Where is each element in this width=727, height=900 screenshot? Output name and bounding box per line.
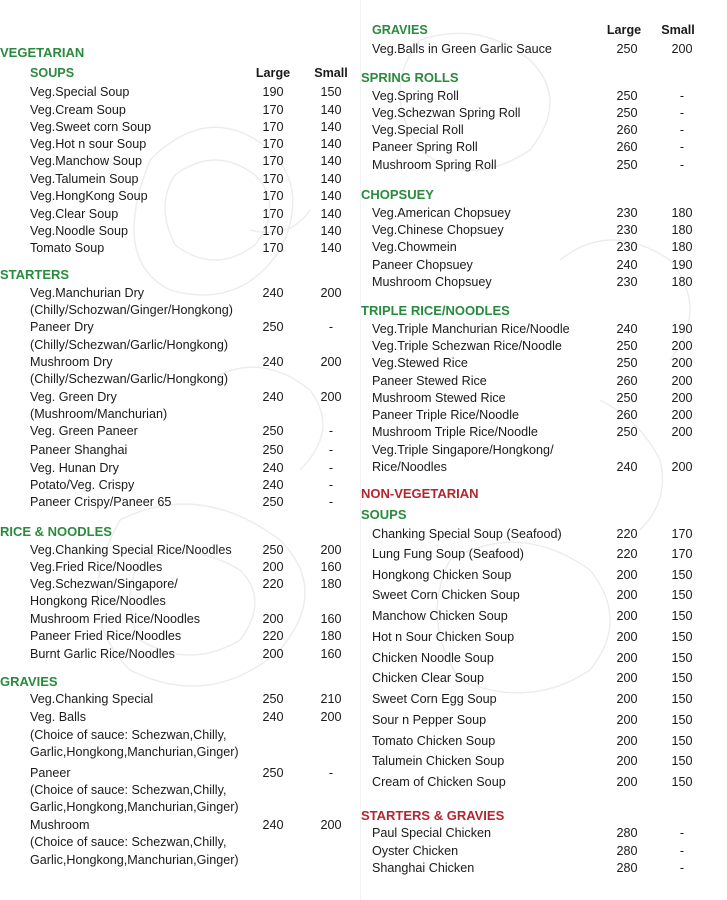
item-name: Garlic,Hongkong,Manchurian,Ginger): [30, 853, 239, 867]
menu-item: [361, 732, 727, 750]
price-small: 180: [320, 629, 342, 643]
item-name: Potato/Veg. Crispy: [30, 478, 135, 492]
menu-item: [0, 388, 360, 406]
price-small: -: [328, 443, 334, 457]
item-name: Veg.Schezwan/Singapore/: [30, 577, 178, 591]
price-large: 280: [616, 826, 638, 840]
item-name: Garlic,Hongkong,Manchurian,Ginger): [30, 800, 239, 814]
price-large: 240: [262, 818, 284, 832]
price-small: 160: [320, 612, 342, 626]
price-large: 250: [262, 543, 284, 557]
section-title: SOUPS: [30, 66, 75, 80]
item-name: Cream of Chicken Soup: [372, 775, 506, 789]
price-large: 200: [616, 692, 638, 706]
item-name: Sweet Corn Egg Soup: [372, 692, 497, 706]
price-small: 150: [671, 588, 693, 602]
item-name: Veg. Green Paneer: [30, 424, 138, 438]
price-large: 170: [262, 189, 284, 203]
menu-item: [0, 441, 360, 459]
menu-item: [0, 558, 360, 576]
menu-item: [361, 752, 727, 770]
price-large: 260: [616, 374, 638, 388]
price-large: 200: [616, 734, 638, 748]
item-name: Lung Fung Soup (Seafood): [372, 547, 524, 561]
price-small: 160: [320, 647, 342, 661]
price-large: 200: [616, 713, 638, 727]
menu-item: [0, 690, 360, 708]
item-name: Veg.Balls in Green Garlic Sauce: [372, 42, 552, 56]
price-small: 190: [671, 258, 693, 272]
price-small: 140: [320, 137, 342, 151]
menu-item: [0, 575, 360, 593]
price-small: 140: [320, 189, 342, 203]
item-note: [0, 405, 360, 423]
item-name: Veg.Special Roll: [372, 123, 464, 137]
menu-item: [0, 83, 360, 101]
price-small: 150: [671, 713, 693, 727]
price-small: 150: [671, 692, 693, 706]
item-name: Rice/Noodles: [372, 460, 447, 474]
item-note: [0, 743, 360, 761]
menu-item: [0, 205, 360, 223]
menu-item: [0, 353, 360, 371]
item-name: Tomato Chicken Soup: [372, 734, 496, 748]
item-name: Veg.Schezwan Spring Roll: [372, 106, 521, 120]
menu-item: [0, 422, 360, 440]
price-small: -: [679, 89, 685, 103]
price-small: 140: [320, 241, 342, 255]
item-name: Paneer Shanghai: [30, 443, 128, 457]
menu-item: [0, 476, 360, 494]
menu-item: [361, 669, 727, 687]
item-note: [0, 781, 360, 799]
item-name: Veg.Cream Soup: [30, 103, 126, 117]
menu-item: [361, 566, 727, 584]
menu-item: [361, 859, 727, 877]
menu-item: [361, 389, 727, 407]
price-small: 200: [671, 391, 693, 405]
menu-item: [361, 372, 727, 390]
price-large: 170: [262, 241, 284, 255]
menu-item: [0, 239, 360, 257]
item-note: [0, 798, 360, 816]
item-name: Mushroom Fried Rice/Noodles: [30, 612, 201, 626]
menu-item: [361, 586, 727, 604]
item-name: Veg.Chowmein: [372, 240, 457, 254]
menu-item: [361, 545, 727, 563]
price-small: 180: [671, 240, 693, 254]
item-name: Shanghai Chicken: [372, 861, 475, 875]
price-small: 150: [671, 671, 693, 685]
item-name: Hongkong Chicken Soup: [372, 568, 512, 582]
menu-item: [361, 238, 727, 256]
menu-item: [361, 607, 727, 625]
menu-item: [361, 221, 727, 239]
item-name: Veg.Stewed Rice: [372, 356, 468, 370]
item-name: Tomato Soup: [30, 241, 105, 255]
item-name: (Chilly/Schezwan/Garlic/Hongkong): [30, 372, 229, 386]
price-small: 150: [671, 775, 693, 789]
price-small: -: [679, 158, 685, 172]
item-name: Veg.Chanking Special Rice/Noodles: [30, 543, 232, 557]
item-note: [361, 441, 727, 459]
item-name: Veg. Hunan Dry: [30, 461, 119, 475]
spring-rolls-heading: SPRING ROLLS: [361, 70, 459, 85]
price-large: 240: [262, 355, 284, 369]
menu-item: [0, 318, 360, 336]
price-large: 170: [262, 103, 284, 117]
price-small: 210: [320, 692, 342, 706]
menu-item: [0, 645, 360, 663]
price-small: 190: [671, 322, 693, 336]
price-large: 200: [616, 651, 638, 665]
item-name: Talumein Chicken Soup: [372, 754, 505, 768]
menu-item: [0, 101, 360, 119]
menu-item: [361, 628, 727, 646]
price-large: 200: [262, 560, 284, 574]
price-small: 140: [320, 224, 342, 238]
price-large: 200: [262, 647, 284, 661]
price-large: 250: [616, 42, 638, 56]
item-name: Veg.Triple Schezwan Rice/Noodle: [372, 339, 562, 353]
price-large: 200: [616, 775, 638, 789]
item-name: Paneer: [30, 766, 71, 780]
price-small: 180: [671, 206, 693, 220]
price-small: 140: [320, 207, 342, 221]
item-name: Veg. Green Dry: [30, 390, 117, 404]
item-name: Mushroom Triple Rice/Noodle: [372, 425, 538, 439]
item-name: Veg.Spring Roll: [372, 89, 459, 103]
price-small: 200: [320, 355, 342, 369]
menu-item: [361, 256, 727, 274]
item-note: [0, 833, 360, 851]
price-small: 180: [671, 223, 693, 237]
menu-item: [0, 284, 360, 302]
item-name: (Chilly/Schezwan/Garlic/Hongkong): [30, 338, 229, 352]
item-name: Burnt Garlic Rice/Noodles: [30, 647, 175, 661]
menu-item: [0, 459, 360, 477]
item-name: Veg. Balls: [30, 710, 87, 724]
item-name: Paneer Dry: [30, 320, 94, 334]
item-name: Veg.HongKong Soup: [30, 189, 148, 203]
item-name: Chicken Clear Soup: [372, 671, 485, 685]
price-small: 150: [320, 85, 342, 99]
item-name: (Mushroom/Manchurian): [30, 407, 168, 421]
price-small: 150: [671, 651, 693, 665]
item-name: Garlic,Hongkong,Manchurian,Ginger): [30, 745, 239, 759]
price-small: -: [679, 106, 685, 120]
item-note: [0, 336, 360, 354]
large-header: Large: [606, 23, 642, 37]
price-large: 250: [262, 495, 284, 509]
price-large: 240: [616, 322, 638, 336]
price-small: 150: [671, 568, 693, 582]
price-small: -: [679, 826, 685, 840]
item-name: Hongkong Rice/Noodles: [30, 594, 166, 608]
price-small: -: [328, 320, 334, 334]
price-large: 240: [262, 478, 284, 492]
menu-item: [0, 816, 360, 834]
price-small: 200: [320, 710, 342, 724]
item-name: Veg.Manchow Soup: [30, 154, 143, 168]
menu-item: [0, 627, 360, 645]
item-name: Paneer Spring Roll: [372, 140, 478, 154]
menu-item: [0, 222, 360, 240]
price-small: 150: [671, 734, 693, 748]
menu-item: [361, 104, 727, 122]
price-large: 250: [616, 339, 638, 353]
price-small: 180: [671, 275, 693, 289]
menu-item: [361, 525, 727, 543]
nv-soups-heading: SOUPS: [361, 507, 407, 522]
item-name: Veg.Special Soup: [30, 85, 130, 99]
price-large: 230: [616, 275, 638, 289]
price-small: 200: [671, 425, 693, 439]
price-small: 200: [320, 286, 342, 300]
price-small: -: [328, 478, 334, 492]
price-large: 280: [616, 844, 638, 858]
price-small: 200: [320, 543, 342, 557]
item-note: [0, 726, 360, 744]
menu-item: [361, 40, 727, 58]
item-name: Manchow Chicken Soup: [372, 609, 508, 623]
right-gravies-header: [361, 21, 727, 39]
price-small: 170: [671, 527, 693, 541]
menu-item: [0, 135, 360, 153]
menu-item: [0, 170, 360, 188]
price-large: 170: [262, 207, 284, 221]
price-large: 250: [262, 320, 284, 334]
menu-item: [0, 152, 360, 170]
price-large: 240: [262, 461, 284, 475]
price-small: -: [328, 766, 334, 780]
non-vegetarian-heading: NON-VEGETARIAN: [361, 486, 479, 501]
price-large: 200: [616, 630, 638, 644]
menu-item: [361, 423, 727, 441]
menu-item: [361, 273, 727, 291]
item-note: [0, 592, 360, 610]
price-small: -: [328, 495, 334, 509]
menu-item: [361, 649, 727, 667]
item-name: Paneer Fried Rice/Noodles: [30, 629, 182, 643]
price-large: 250: [262, 692, 284, 706]
menu-item: [361, 138, 727, 156]
price-large: 200: [262, 612, 284, 626]
price-small: 200: [671, 408, 693, 422]
price-small: -: [679, 861, 685, 875]
small-header: Small: [661, 23, 695, 37]
starters-heading: STARTERS: [0, 267, 70, 282]
item-name: Veg.Chinese Chopsuey: [372, 223, 504, 237]
menu-item: [361, 773, 727, 791]
item-name: Veg.Sweet corn Soup: [30, 120, 152, 134]
price-small: -: [679, 140, 685, 154]
price-large: 170: [262, 172, 284, 186]
price-small: 150: [671, 630, 693, 644]
price-small: 140: [320, 103, 342, 117]
price-large: 260: [616, 140, 638, 154]
triple-rice-heading: TRIPLE RICE/NOODLES: [361, 303, 510, 318]
price-small: 200: [671, 42, 693, 56]
price-large: 250: [616, 89, 638, 103]
price-small: 200: [671, 374, 693, 388]
price-small: 200: [320, 818, 342, 832]
price-large: 170: [262, 154, 284, 168]
menu-item: [0, 187, 360, 205]
item-name: Veg.Manchurian Dry: [30, 286, 145, 300]
price-large: 220: [616, 547, 638, 561]
price-large: 190: [262, 85, 284, 99]
menu-item: [0, 118, 360, 136]
item-name: Mushroom Chopsuey: [372, 275, 492, 289]
price-large: 220: [262, 629, 284, 643]
item-name: Hot n Sour Chicken Soup: [372, 630, 515, 644]
price-large: 220: [616, 527, 638, 541]
item-name: Sour n Pepper Soup: [372, 713, 487, 727]
price-large: 200: [616, 754, 638, 768]
price-large: 240: [262, 710, 284, 724]
item-name: Veg.Clear Soup: [30, 207, 119, 221]
price-large: 170: [262, 137, 284, 151]
menu-item: [361, 121, 727, 139]
menu-item: [361, 824, 727, 842]
price-large: 220: [262, 577, 284, 591]
item-name: Paul Special Chicken: [372, 826, 492, 840]
price-large: 250: [616, 391, 638, 405]
item-name: (Choice of sauce: Schezwan,Chilly,: [30, 835, 227, 849]
item-name: Veg.Hot n sour Soup: [30, 137, 147, 151]
price-large: 230: [616, 223, 638, 237]
price-large: 200: [616, 609, 638, 623]
item-name: Sweet Corn Chicken Soup: [372, 588, 520, 602]
starters-gravies-heading: STARTERS & GRAVIES: [361, 808, 505, 823]
menu-item: [0, 610, 360, 628]
price-small: 140: [320, 154, 342, 168]
price-large: 240: [262, 286, 284, 300]
item-name: Paneer Crispy/Paneer 65: [30, 495, 172, 509]
price-large: 250: [616, 425, 638, 439]
price-large: 250: [616, 106, 638, 120]
price-large: 240: [262, 390, 284, 404]
menu-item: [361, 87, 727, 105]
price-large: 170: [262, 120, 284, 134]
menu-item: [361, 406, 727, 424]
menu-item: [361, 354, 727, 372]
item-name: Veg.Fried Rice/Noodles: [30, 560, 163, 574]
price-large: 260: [616, 123, 638, 137]
price-large: 200: [616, 588, 638, 602]
item-name: Mushroom Dry: [30, 355, 113, 369]
price-small: 150: [671, 754, 693, 768]
price-small: 200: [320, 390, 342, 404]
price-large: 250: [616, 158, 638, 172]
veg-soups-header: [0, 64, 360, 82]
price-large: 200: [616, 568, 638, 582]
item-name: Veg.Talumein Soup: [30, 172, 139, 186]
menu-item: [0, 541, 360, 559]
section-title: GRAVIES: [372, 23, 428, 37]
price-small: -: [328, 424, 334, 438]
price-small: 180: [320, 577, 342, 591]
item-note: [0, 301, 360, 319]
menu-item: [0, 493, 360, 511]
item-name: Mushroom: [30, 818, 90, 832]
menu-item: [361, 320, 727, 338]
chopsuey-heading: CHOPSUEY: [361, 187, 434, 202]
menu-item: [361, 842, 727, 860]
item-name: (Choice of sauce: Schezwan,Chilly,: [30, 783, 227, 797]
rice-noodles-heading: RICE & NOODLES: [0, 524, 112, 539]
item-name: Veg.Triple Manchurian Rice/Noodle: [372, 322, 570, 336]
veg-gravies-heading: GRAVIES: [0, 674, 58, 689]
item-name: (Chilly/Schozwan/Ginger/Hongkong): [30, 303, 233, 317]
item-name: Paneer Chopsuey: [372, 258, 473, 272]
item-name: Veg.Triple Singapore/Hongkong/: [372, 443, 554, 457]
price-small: 170: [671, 547, 693, 561]
price-small: 200: [671, 460, 693, 474]
large-header: Large: [255, 66, 291, 80]
item-name: (Choice of sauce: Schezwan,Chilly,: [30, 728, 227, 742]
price-large: 250: [262, 424, 284, 438]
price-small: 140: [320, 172, 342, 186]
item-name: Veg.Noodle Soup: [30, 224, 129, 238]
price-large: 250: [262, 766, 284, 780]
price-small: 140: [320, 120, 342, 134]
item-name: Chanking Special Soup (Seafood): [372, 527, 562, 541]
price-small: -: [679, 123, 685, 137]
menu-item: [0, 708, 360, 726]
item-name: Oyster Chicken: [372, 844, 459, 858]
price-large: 240: [616, 258, 638, 272]
price-small: 150: [671, 609, 693, 623]
menu-item: [0, 764, 360, 782]
price-small: 200: [671, 339, 693, 353]
menu-item: [361, 156, 727, 174]
price-large: 230: [616, 240, 638, 254]
item-note: [0, 370, 360, 388]
price-large: 240: [616, 460, 638, 474]
price-large: 170: [262, 224, 284, 238]
price-large: 250: [262, 443, 284, 457]
price-small: 200: [671, 356, 693, 370]
price-small: -: [679, 844, 685, 858]
price-large: 200: [616, 671, 638, 685]
item-name: Veg.American Chopsuey: [372, 206, 511, 220]
item-name: Chicken Noodle Soup: [372, 651, 494, 665]
small-header: Small: [314, 66, 348, 80]
price-large: 230: [616, 206, 638, 220]
item-name: Mushroom Spring Roll: [372, 158, 497, 172]
price-small: 160: [320, 560, 342, 574]
price-large: 280: [616, 861, 638, 875]
item-name: Mushroom Stewed Rice: [372, 391, 506, 405]
menu-item: [361, 458, 727, 476]
menu-item: [361, 690, 727, 708]
vegetarian-heading: VEGETARIAN: [0, 45, 85, 60]
item-note: [0, 851, 360, 869]
price-small: -: [328, 461, 334, 475]
item-name: Veg.Chanking Special: [30, 692, 154, 706]
item-name: Paneer Triple Rice/Noodle: [372, 408, 520, 422]
price-large: 250: [616, 356, 638, 370]
item-name: Paneer Stewed Rice: [372, 374, 487, 388]
menu-item: [361, 337, 727, 355]
menu-item: [361, 204, 727, 222]
price-large: 260: [616, 408, 638, 422]
menu-item: [361, 711, 727, 729]
